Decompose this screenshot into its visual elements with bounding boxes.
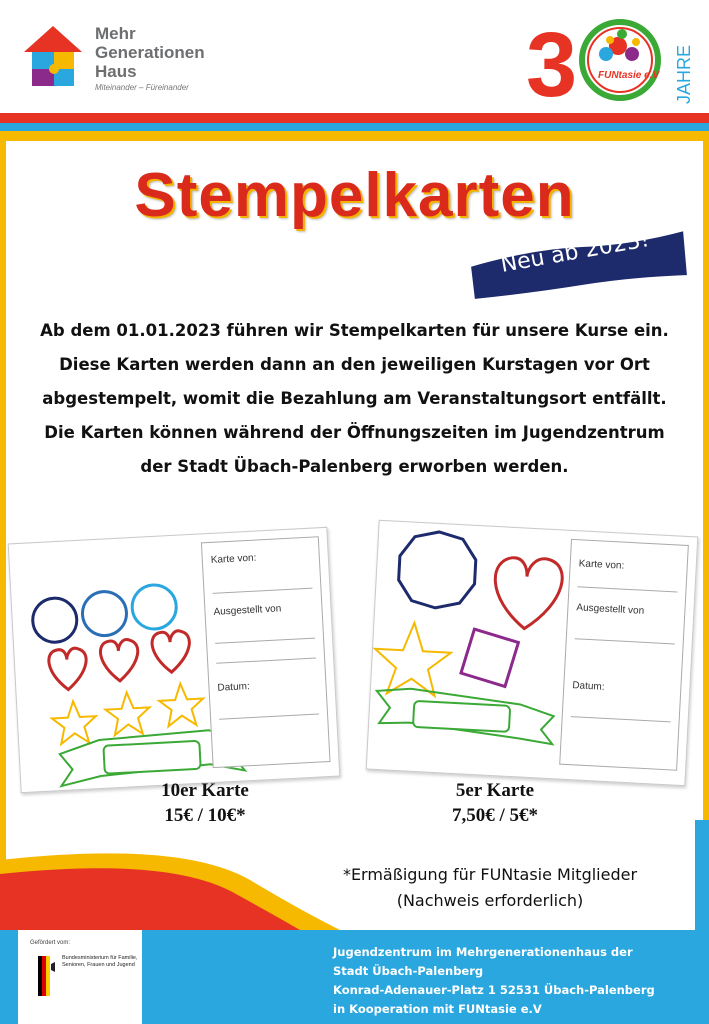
- federal-eagle-icon: [38, 956, 56, 996]
- star-stamp-slot: [373, 621, 453, 697]
- form-line: [571, 716, 671, 722]
- date-label: Datum:: [572, 680, 605, 693]
- intro-line: Ab dem 01.01.2023 führen wir Stempelkarten für unsere Kurse ein.: [40, 321, 669, 340]
- name-field-box: [413, 701, 510, 732]
- new-banner-text: Neu ab 2023!: [498, 227, 652, 278]
- circle-stamp-slot: [32, 597, 78, 643]
- star-stamp-slot: [158, 683, 204, 727]
- form-line: [575, 638, 675, 644]
- discount-note: [290, 862, 690, 914]
- heart-stamp-slot: [48, 648, 87, 691]
- mgh-line3: Haus: [95, 62, 137, 81]
- card-from-label: Karte von:: [210, 552, 257, 566]
- form-line: [219, 713, 319, 719]
- square-stamp-slot: [461, 629, 518, 686]
- card-form-10er: [201, 536, 331, 768]
- star-stamp-slot: [51, 700, 97, 744]
- form-line: [215, 638, 315, 644]
- card-price: 15€ / 10€*: [164, 805, 246, 826]
- header: [0, 0, 709, 110]
- intro-line: der Stadt Übach-Palenberg erworben werden.: [140, 457, 569, 476]
- footer-address: [333, 943, 655, 1019]
- card-price: 7,50€ / 5€*: [451, 805, 539, 826]
- discount-line2: (Nachweis erforderlich): [396, 891, 584, 910]
- heart-stamp-slot: [493, 556, 563, 630]
- mgh-line1: Mehr: [95, 24, 136, 43]
- circle-stamp-slot: [131, 584, 177, 630]
- stamp-card-5er: [366, 520, 699, 786]
- intro-text: [20, 314, 689, 484]
- 30-jahre-logo: [526, 12, 701, 107]
- issued-by-label: Ausgestellt von: [576, 602, 645, 617]
- red-stripe: [0, 113, 709, 123]
- jubilee-digit: 3: [526, 14, 578, 107]
- heart-stamp-slot: [100, 639, 139, 682]
- mgh-tagline: Miteinander – Füreinander: [95, 83, 189, 92]
- name-field-box: [103, 741, 200, 774]
- sponsor-label: Gefördert vom:: [30, 940, 71, 946]
- card-name: 5er Karte: [455, 780, 535, 801]
- intro-line: abgestempelt, womit die Bezahlung am Veranstaltungsort entfällt.: [42, 389, 667, 408]
- mgh-wordmark: [95, 24, 205, 92]
- card-from-label: Karte von:: [578, 558, 625, 572]
- intro-line: Diese Karten werden dann an den jeweiligen Kurstagen vor Ort: [59, 355, 650, 374]
- blue-stripe: [0, 123, 709, 131]
- footer-line: Konrad-Adenauer-Platz 1 52531 Übach-Palenberg: [333, 983, 655, 997]
- form-line: [213, 588, 313, 594]
- footer-line: in Kooperation mit FUNtasie e.V: [333, 1002, 542, 1016]
- card-name: 10er Karte: [161, 780, 249, 801]
- form-line: [216, 658, 316, 664]
- stamp-card-10er: [8, 527, 341, 793]
- card-form-5er: [559, 539, 689, 771]
- circle-stamp-slot: [81, 590, 127, 636]
- ministry-name: Bundesministerium für Familie, Senioren, Frauen und Jugend: [62, 955, 138, 968]
- footer-line: Stadt Übach-Palenberg: [333, 964, 484, 978]
- discount-line1: *Ermäßigung für FUNtasie Mitglieder: [342, 865, 638, 884]
- heart-stamp-slot: [151, 630, 190, 673]
- jubilee-org: FUNtasie e.V: [598, 70, 660, 81]
- mgh-line2: Generationen: [95, 43, 205, 62]
- star-stamp-slot: [105, 691, 151, 735]
- form-line: [578, 586, 678, 592]
- issued-by-label: Ausgestellt von: [213, 603, 282, 618]
- page-title: Stempelkarten: [134, 161, 575, 230]
- jubilee-jahre: JAHRE: [674, 44, 694, 104]
- footer-line: Jugendzentrum im Mehrgenerationenhaus der: [333, 945, 633, 959]
- date-label: Datum:: [217, 681, 251, 694]
- polygon-stamp-slot: [397, 530, 477, 610]
- intro-line: Die Karten können während der Öffnungszeiten im Jugendzentrum: [44, 423, 665, 442]
- mgh-house-logo: [22, 24, 84, 88]
